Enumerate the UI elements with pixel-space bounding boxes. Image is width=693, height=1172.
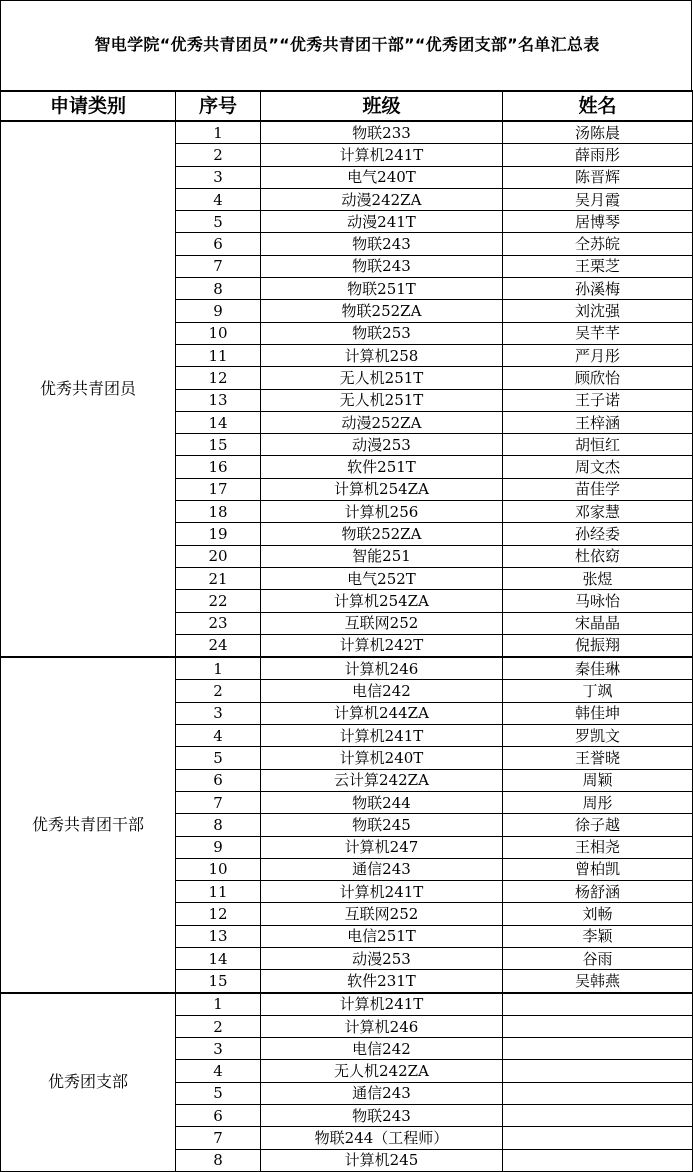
class-cell: 智能251 [261, 545, 503, 567]
name-cell: 刘沈强 [503, 300, 693, 322]
class-cell: 互联网252 [261, 903, 503, 925]
index-cell: 24 [176, 634, 261, 657]
class-cell: 物联245 [261, 814, 503, 836]
table-row [1, 657, 693, 680]
name-cell: 杜依窈 [503, 545, 693, 567]
index-cell: 2 [176, 144, 261, 166]
index-cell: 2 [176, 1015, 261, 1037]
class-cell: 计算机254ZA [261, 590, 503, 612]
class-cell: 软件231T [261, 970, 503, 993]
class-cell: 计算机246 [261, 657, 503, 680]
index-cell: 1 [176, 657, 261, 680]
class-cell: 电气240T [261, 166, 503, 188]
name-cell: 王梓涵 [503, 411, 693, 433]
class-cell: 通信243 [261, 858, 503, 880]
index-cell: 14 [176, 947, 261, 969]
index-cell: 14 [176, 411, 261, 433]
class-cell: 物联244 [261, 791, 503, 813]
table-body [1, 121, 693, 1171]
index-cell: 4 [176, 1060, 261, 1082]
header-category: 申请类别 [1, 91, 176, 121]
index-cell: 3 [176, 702, 261, 724]
name-cell [503, 1038, 693, 1060]
name-cell: 马咏怡 [503, 590, 693, 612]
index-cell: 5 [176, 1082, 261, 1104]
class-cell: 物联243 [261, 1105, 503, 1127]
name-cell: 陈晋辉 [503, 166, 693, 188]
name-cell: 苗佳学 [503, 478, 693, 500]
index-cell: 11 [176, 344, 261, 366]
name-cell: 周彤 [503, 791, 693, 813]
index-cell: 5 [176, 747, 261, 769]
index-cell: 13 [176, 925, 261, 947]
class-cell: 软件251T [261, 456, 503, 478]
class-cell: 计算机240T [261, 747, 503, 769]
name-cell: 徐子越 [503, 814, 693, 836]
name-cell: 韩佳坤 [503, 702, 693, 724]
name-cell: 周文杰 [503, 456, 693, 478]
header-index: 序号 [176, 91, 261, 121]
name-cell: 孙经委 [503, 523, 693, 545]
class-cell: 计算机241T [261, 144, 503, 166]
name-cell: 邓家慧 [503, 501, 693, 523]
index-cell: 4 [176, 725, 261, 747]
index-cell: 1 [176, 993, 261, 1016]
page-title: 智电学院“优秀共青团员”“优秀共青团干部”“优秀团支部”名单汇总表 [94, 35, 600, 54]
name-cell [503, 1015, 693, 1037]
index-cell: 17 [176, 478, 261, 500]
class-cell: 无人机251T [261, 389, 503, 411]
index-cell: 23 [176, 612, 261, 634]
class-cell: 电信242 [261, 1038, 503, 1060]
index-cell: 3 [176, 166, 261, 188]
name-cell: 罗凯文 [503, 725, 693, 747]
class-cell: 物联251T [261, 278, 503, 300]
name-cell: 李颖 [503, 925, 693, 947]
header-row [1, 91, 693, 121]
name-cell: 曾柏凯 [503, 858, 693, 880]
index-cell: 19 [176, 523, 261, 545]
class-cell: 物联244（工程师） [261, 1127, 503, 1149]
index-cell: 8 [176, 814, 261, 836]
index-cell: 9 [176, 300, 261, 322]
name-cell [503, 1127, 693, 1149]
name-cell: 杨舒涵 [503, 881, 693, 903]
class-cell: 计算机247 [261, 836, 503, 858]
class-cell: 物联252ZA [261, 300, 503, 322]
index-cell: 22 [176, 590, 261, 612]
name-cell: 顾欣怡 [503, 367, 693, 389]
index-cell: 6 [176, 1105, 261, 1127]
class-cell: 电信251T [261, 925, 503, 947]
index-cell: 10 [176, 858, 261, 880]
index-cell: 12 [176, 903, 261, 925]
name-cell: 吴月霞 [503, 188, 693, 210]
class-cell: 物联252ZA [261, 523, 503, 545]
class-cell: 通信243 [261, 1082, 503, 1104]
class-cell: 动漫242ZA [261, 188, 503, 210]
index-cell: 15 [176, 434, 261, 456]
class-cell: 云计算242ZA [261, 769, 503, 791]
name-cell: 胡恒红 [503, 434, 693, 456]
name-cell: 王誉晓 [503, 747, 693, 769]
class-cell: 计算机256 [261, 501, 503, 523]
name-cell: 吴韩燕 [503, 970, 693, 993]
index-cell: 20 [176, 545, 261, 567]
name-cell: 张煜 [503, 567, 693, 589]
class-cell: 计算机258 [261, 344, 503, 366]
index-cell: 10 [176, 322, 261, 344]
class-cell: 计算机242T [261, 634, 503, 657]
index-cell: 6 [176, 769, 261, 791]
name-cell: 宋晶晶 [503, 612, 693, 634]
name-cell: 王栗芝 [503, 255, 693, 277]
name-cell: 倪振翔 [503, 634, 693, 657]
class-cell: 物联253 [261, 322, 503, 344]
name-cell: 谷雨 [503, 947, 693, 969]
category-cell: 优秀共青团员 [1, 121, 176, 657]
name-cell: 严月彤 [503, 344, 693, 366]
name-cell [503, 1060, 693, 1082]
index-cell: 3 [176, 1038, 261, 1060]
name-cell [503, 1149, 693, 1171]
name-cell [503, 1105, 693, 1127]
index-cell: 16 [176, 456, 261, 478]
header-name: 姓名 [503, 91, 693, 121]
title-box [0, 0, 692, 90]
class-cell: 无人机242ZA [261, 1060, 503, 1082]
name-cell: 刘畅 [503, 903, 693, 925]
index-cell: 7 [176, 255, 261, 277]
class-cell: 物联243 [261, 233, 503, 255]
class-cell: 动漫253 [261, 434, 503, 456]
index-cell: 9 [176, 836, 261, 858]
index-cell: 2 [176, 680, 261, 702]
name-cell: 汤陈晨 [503, 121, 693, 144]
name-cell [503, 1082, 693, 1104]
name-cell [503, 993, 693, 1016]
class-cell: 计算机254ZA [261, 478, 503, 500]
name-cell: 丁飒 [503, 680, 693, 702]
name-cell: 秦佳琳 [503, 657, 693, 680]
category-cell: 优秀团支部 [1, 993, 176, 1172]
index-cell: 8 [176, 1149, 261, 1171]
class-cell: 计算机241T [261, 993, 503, 1016]
index-cell: 12 [176, 367, 261, 389]
index-cell: 6 [176, 233, 261, 255]
name-cell: 居博琴 [503, 211, 693, 233]
index-cell: 4 [176, 188, 261, 210]
class-cell: 计算机241T [261, 881, 503, 903]
index-cell: 15 [176, 970, 261, 993]
name-cell: 仝苏皖 [503, 233, 693, 255]
header-class: 班级 [261, 91, 503, 121]
class-cell: 动漫253 [261, 947, 503, 969]
class-cell: 电信242 [261, 680, 503, 702]
class-cell: 无人机251T [261, 367, 503, 389]
class-cell: 电气252T [261, 567, 503, 589]
class-cell: 物联243 [261, 255, 503, 277]
name-cell: 薛雨彤 [503, 144, 693, 166]
class-cell: 动漫241T [261, 211, 503, 233]
index-cell: 8 [176, 278, 261, 300]
table-row [1, 121, 693, 144]
index-cell: 7 [176, 1127, 261, 1149]
class-cell: 计算机241T [261, 725, 503, 747]
index-cell: 13 [176, 389, 261, 411]
table-row [1, 993, 693, 1016]
name-cell: 孙溪梅 [503, 278, 693, 300]
class-cell: 计算机246 [261, 1015, 503, 1037]
name-cell: 吴芊芊 [503, 322, 693, 344]
class-cell: 计算机245 [261, 1149, 503, 1171]
class-cell: 物联233 [261, 121, 503, 144]
index-cell: 7 [176, 791, 261, 813]
index-cell: 1 [176, 121, 261, 144]
category-cell: 优秀共青团干部 [1, 657, 176, 992]
roster-table [0, 90, 693, 1172]
class-cell: 互联网252 [261, 612, 503, 634]
index-cell: 18 [176, 501, 261, 523]
class-cell: 计算机244ZA [261, 702, 503, 724]
name-cell: 王相尧 [503, 836, 693, 858]
index-cell: 21 [176, 567, 261, 589]
index-cell: 5 [176, 211, 261, 233]
class-cell: 动漫252ZA [261, 411, 503, 433]
name-cell: 王子诺 [503, 389, 693, 411]
name-cell: 周颖 [503, 769, 693, 791]
index-cell: 11 [176, 881, 261, 903]
